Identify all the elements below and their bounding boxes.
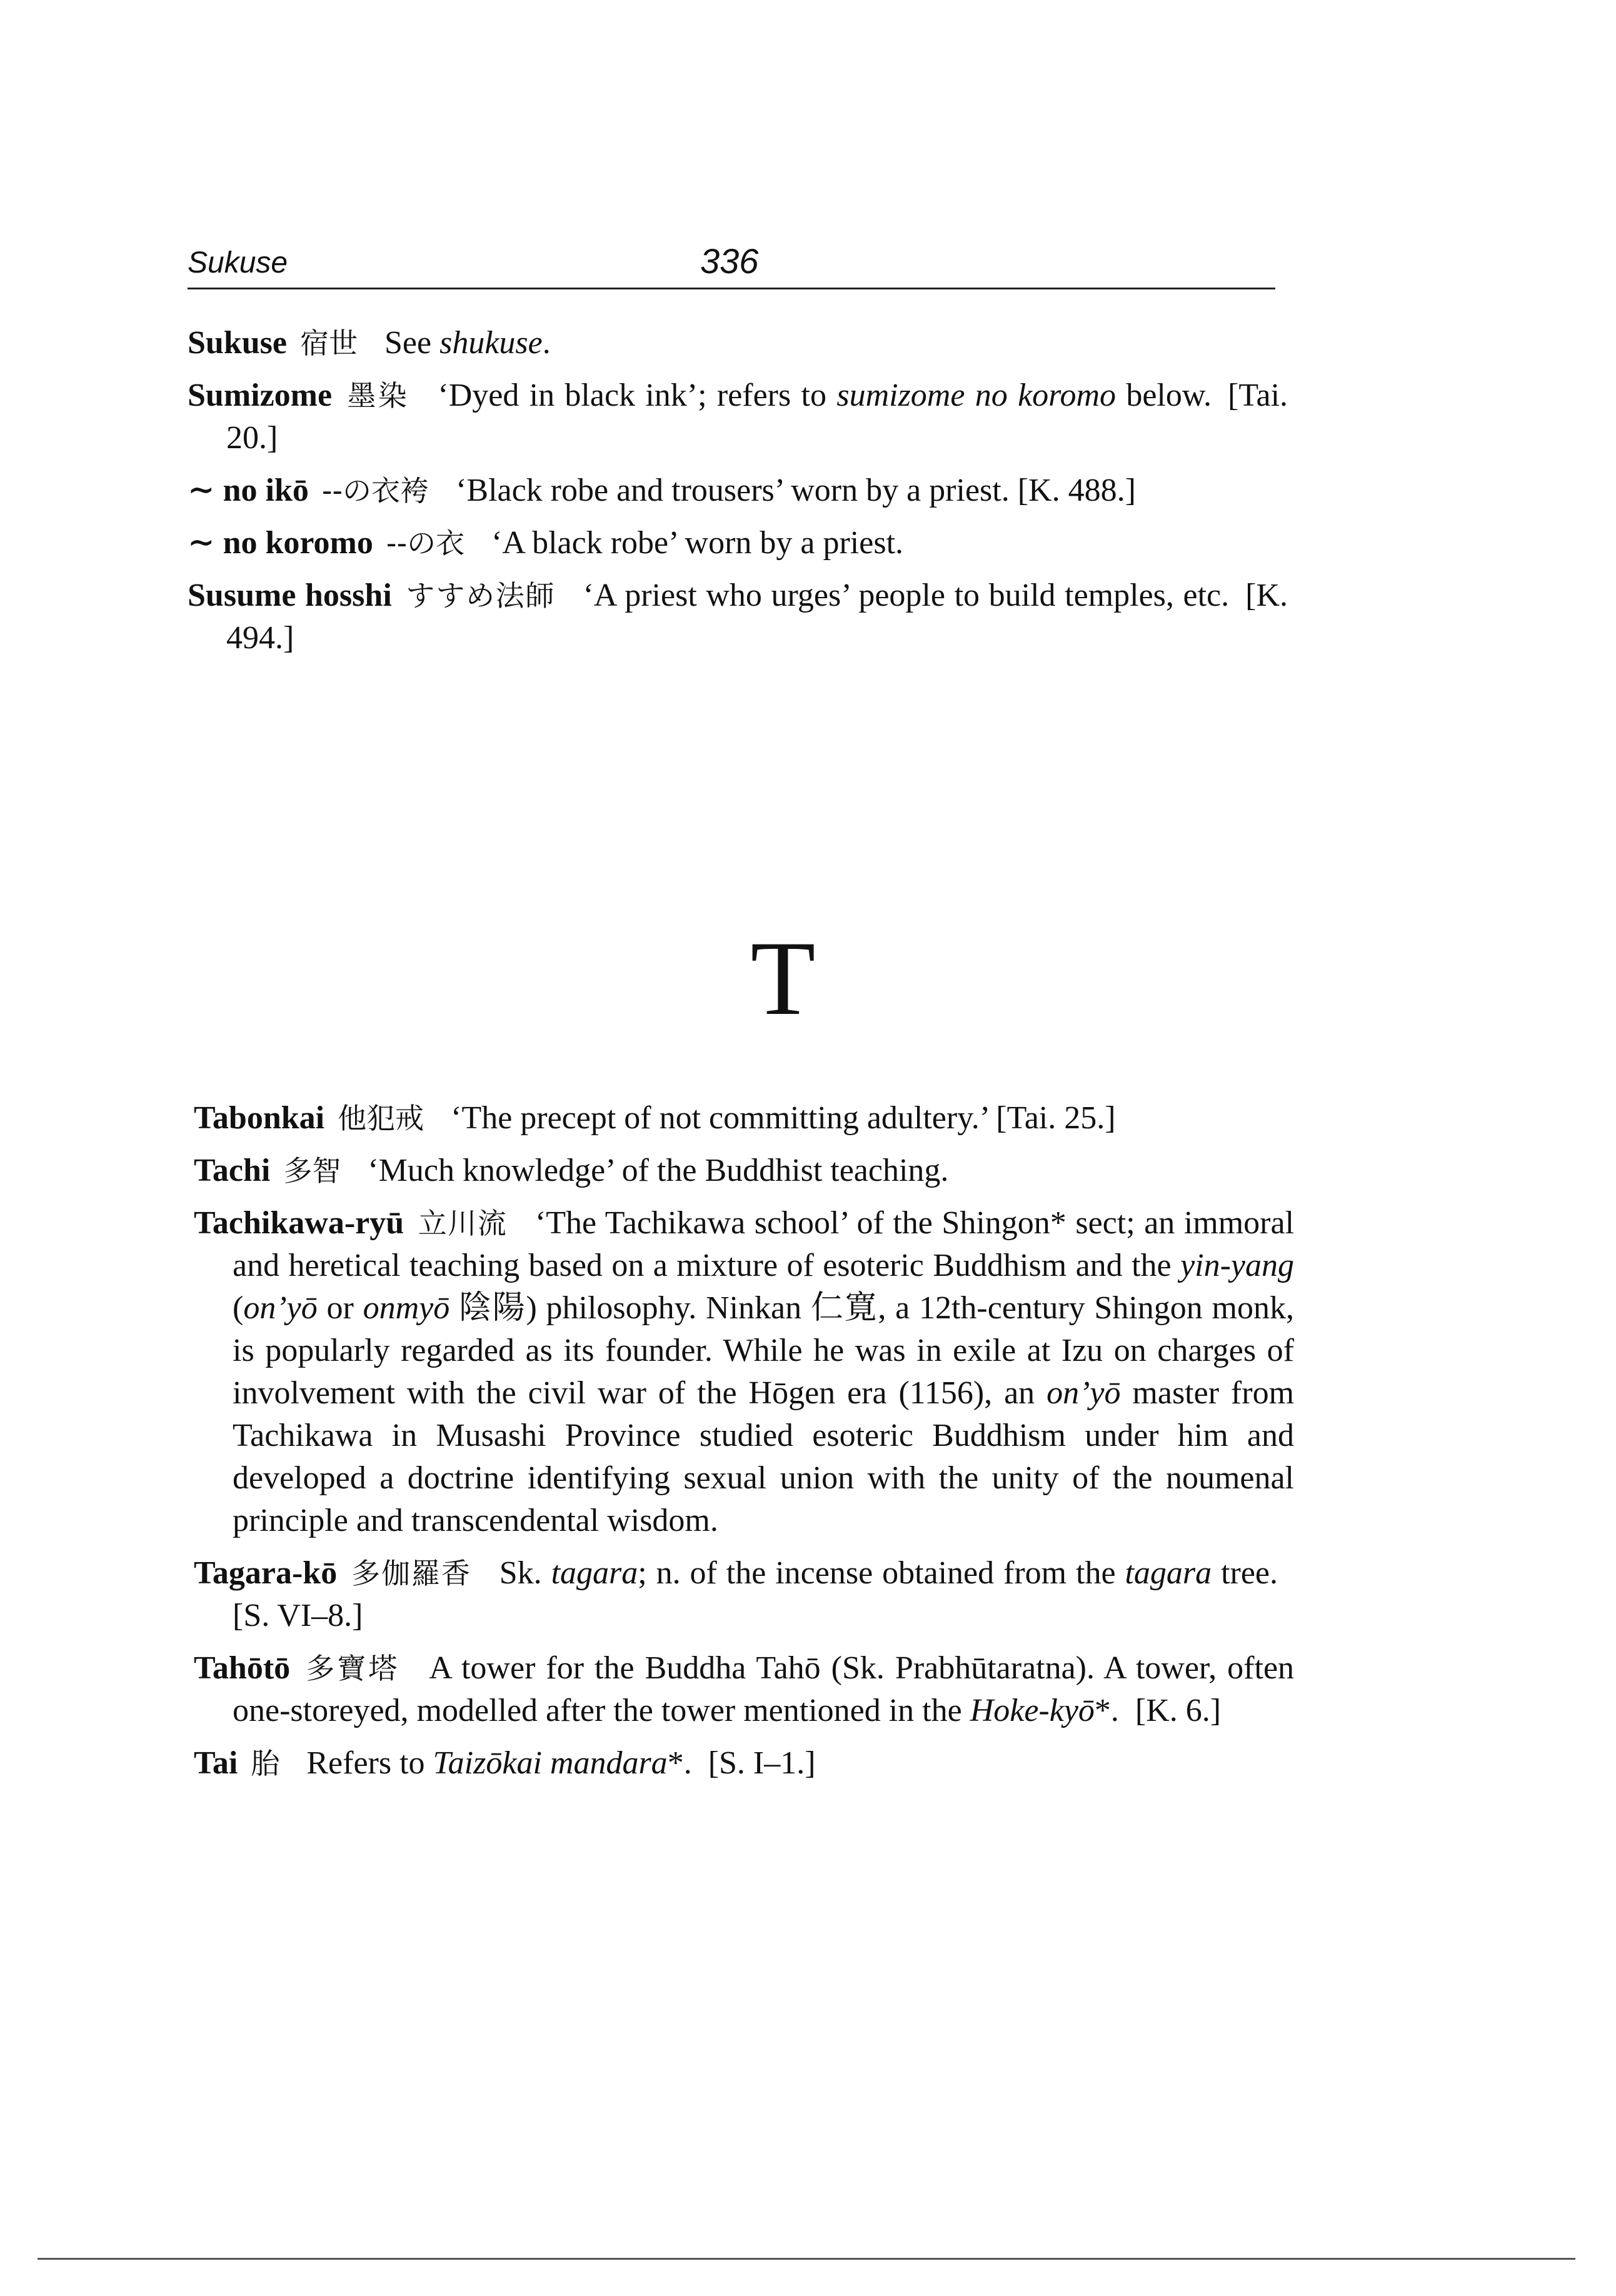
entry-headword: ∼ no ikō bbox=[188, 473, 309, 508]
entry-text: *. bbox=[667, 1745, 692, 1781]
entry-headword: ∼ no koromo bbox=[188, 525, 373, 561]
entry-tabonkai bbox=[194, 1097, 1294, 1140]
entry-reference: [K. 494.] bbox=[226, 578, 1288, 656]
entry-reference: [S. I–1.] bbox=[708, 1745, 816, 1781]
entry-reference: [K. 6.] bbox=[1135, 1693, 1222, 1728]
header-rule bbox=[188, 288, 1275, 289]
entry-kanji: 胎 bbox=[251, 1747, 280, 1780]
entry-no-koromo bbox=[188, 522, 1288, 564]
entry-text: ‘The Tachikawa school’ of the Shingon* sect; an immoral and heretical teaching based on a mixture of esoteric Buddhism and the bbox=[233, 1205, 1295, 1283]
entry-headword: Tagara-kō bbox=[194, 1555, 338, 1591]
entry-italic: yin-yang bbox=[1180, 1248, 1294, 1283]
entry-inline-kanji: 仁寛 bbox=[810, 1290, 878, 1326]
entry-text: Sk. bbox=[499, 1555, 551, 1591]
entry-text: ‘Much knowledge’ of the Buddhist teaching. bbox=[368, 1153, 949, 1188]
entry-text: 陰陽) philosophy. Ninkan bbox=[449, 1290, 811, 1326]
entry-italic: Taizōkai mandara bbox=[433, 1745, 668, 1781]
entry-text: ‘Black robe and trousers’ worn by a priest. bbox=[456, 473, 1010, 508]
entry-text: *. bbox=[1094, 1693, 1119, 1728]
entry-headword: Tabonkai bbox=[194, 1100, 325, 1136]
entry-headword: Tachikawa-ryū bbox=[194, 1205, 404, 1241]
entry-kanji: 宿世 bbox=[300, 326, 358, 360]
entry-kanji: 立川流 bbox=[418, 1206, 508, 1240]
entry-reference: [S. VI–8.] bbox=[233, 1598, 363, 1633]
entry-kanji: 墨染 bbox=[347, 379, 409, 413]
running-head bbox=[188, 241, 1275, 291]
entry-italic: tagara bbox=[551, 1555, 638, 1591]
entry-kanji: --の衣 bbox=[386, 526, 465, 560]
entry-tagara-ko bbox=[194, 1552, 1294, 1637]
entry-headword: Tai bbox=[194, 1745, 238, 1781]
entry-text: ( bbox=[233, 1290, 244, 1326]
entry-text: ‘Dyed in black ink’; refers to bbox=[438, 378, 837, 413]
entry-headword: Tahōtō bbox=[194, 1650, 291, 1686]
entry-text: A tower for the Buddha Tahō (Sk. Prabhūtaratna). A tower, often one-storeyed, modelled after the tower mentioned in the bbox=[233, 1650, 1295, 1728]
entry-reference: [Tai. 20.] bbox=[226, 378, 1288, 456]
entry-headword: Susume hosshi bbox=[188, 578, 392, 613]
entry-kanji: 多伽羅香 bbox=[351, 1557, 471, 1590]
entry-text: below. bbox=[1116, 378, 1212, 413]
entry-tahoto bbox=[194, 1647, 1294, 1732]
entry-kanji: 多寶塔 bbox=[306, 1652, 400, 1685]
entry-italic: onmyō bbox=[363, 1290, 450, 1326]
entry-tai bbox=[194, 1742, 1294, 1785]
entry-text: ‘The precept of not committing adultery.’ bbox=[451, 1100, 988, 1136]
entry-italic: tagara bbox=[1125, 1555, 1212, 1591]
section-letter-heading: T bbox=[750, 920, 816, 1037]
entry-text: tree. bbox=[1212, 1555, 1278, 1591]
entry-no-iko bbox=[188, 469, 1288, 512]
entry-headword: Sukuse bbox=[188, 325, 287, 361]
entry-italic: sumizome no koromo bbox=[836, 378, 1117, 413]
entry-text: ‘A black robe’ worn by a priest. bbox=[491, 525, 904, 561]
entry-text: master from Tachikawa in Musashi Province studied esoteric Buddhism under him and developed a doctrine identifying sexual union with the unity of the noumenal principle and transcendental wisdom. bbox=[233, 1375, 1295, 1538]
entry-sukuse bbox=[188, 322, 1288, 364]
entry-reference: [Tai. 25.] bbox=[996, 1100, 1116, 1136]
entry-tachikawa-ryu bbox=[194, 1202, 1294, 1542]
entry-tachi bbox=[194, 1150, 1294, 1192]
entry-text: ; n. of the incense obtained from the bbox=[638, 1555, 1125, 1591]
entry-text: or bbox=[317, 1290, 363, 1326]
section-t-entries bbox=[194, 1097, 1294, 1795]
entry-text: Refers to bbox=[306, 1745, 433, 1781]
entry-sumizome bbox=[188, 374, 1288, 459]
entry-kanji: 他犯戒 bbox=[338, 1101, 424, 1135]
entry-kanji: 多智 bbox=[283, 1154, 341, 1188]
entry-text: . bbox=[542, 325, 551, 361]
page-number: 336 bbox=[700, 241, 759, 281]
entry-italic: shukuse bbox=[439, 325, 543, 361]
entry-susume-hosshi bbox=[188, 574, 1288, 659]
entry-reference: [K. 488.] bbox=[1017, 473, 1136, 508]
running-head-word: Sukuse bbox=[188, 246, 288, 279]
entry-headword: Sumizome bbox=[188, 378, 333, 413]
entry-italic: on’yō bbox=[1046, 1375, 1121, 1411]
entry-text: ‘A priest who urges’ people to build temples, etc. bbox=[583, 578, 1230, 613]
entry-kanji: すすめ法師 bbox=[406, 579, 555, 613]
entry-italic: on’yō bbox=[243, 1290, 318, 1326]
entry-headword: Tachi bbox=[194, 1153, 271, 1188]
entry-text: , a 12th-century Shingon monk, is popularly regarded as its founder. While he was in exile at Izu on charges of involvement with the civil war of the Hōgen era (1156), an bbox=[233, 1290, 1294, 1411]
entry-text: See bbox=[384, 325, 440, 361]
bottom-edge-rule bbox=[38, 2258, 1575, 2260]
entry-kanji: --の衣袴 bbox=[321, 474, 429, 508]
entry-italic: Hoke-kyō bbox=[970, 1693, 1095, 1728]
section-s-entries bbox=[188, 322, 1288, 669]
